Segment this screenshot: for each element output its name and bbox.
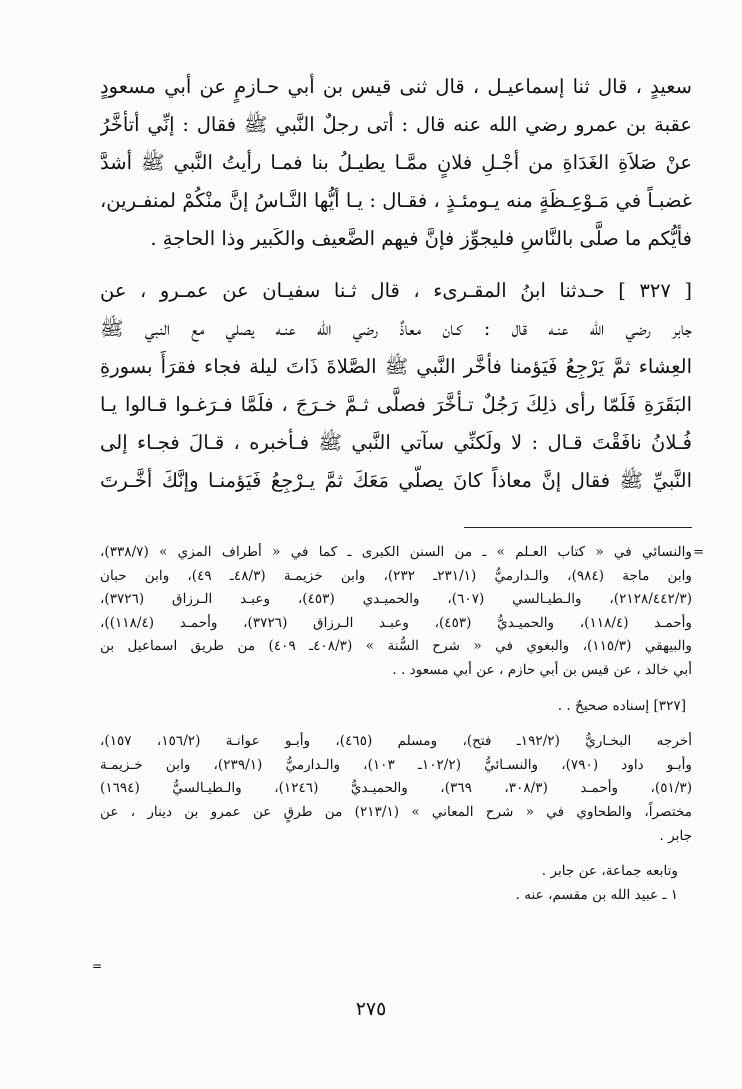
paragraph-gap (100, 848, 692, 860)
footnote-item-1: ١ ـ عبيد الله بن مقسم، عنه . (515, 886, 678, 903)
main-text (100, 68, 692, 500)
text-line: عقبة بن عمرو رضي الله عنه قال : أتى رجلٌ النَّبي ﷺ فقال : إنِّي أتأخَّرُ (100, 113, 692, 136)
text-line: غضبـاً في مَـوْعِـظَةٍ منه يـومئـذٍ ، فقـال : يـا أيُّها النَّـاسُ إنَّ منْكُمْ لمنفـرين، (100, 189, 692, 212)
text-line: البَقَرَةِ فَلَمّا رأى ذلِكَ رَجُلٌ تـأخَّرَ فصلَّى ثـمَّ خـرَجَ ، فلَمَّا فـرَغـوا قـالوا يـا (100, 393, 692, 416)
footnote-heading-327: [٣٢٧] إسناده صحيحٌ . . (557, 697, 686, 714)
continuation-mark-bottom: = (92, 959, 103, 973)
continuation-mark: = (693, 545, 704, 560)
footnote-line: (٢١٢٨/٤٤٢/٣)، والـطيـالسي (٦٠٧)، والحميـدي (٤٥٣)، وعبـد الـرزاق (٣٧٢٦)، (100, 591, 692, 608)
footnote-line: أخرجه البخـاريُّ (١٩٢/٢ـ فتح)، ومسلم (٤٦٥)، وأبـو عوانـة (١٥٦/٢، ١٥٧)، (100, 733, 692, 750)
footnote-continued (100, 541, 704, 683)
footnote-line: (٥١/٣)، وأحمـد (٣٠٨/٣، ٣٦٩)، والحميـديُّ (١٢٤٦)، والـطيـالسيُّ (١٦٩٤) (100, 780, 692, 797)
paragraph-gap (100, 258, 692, 272)
page-number: ٢٧٥ (355, 998, 387, 1020)
footnote-separator (464, 527, 692, 528)
text-line: النَّبيِّ ﷺ فقال إنَّ معاذاً كانَ يصلّي مَعَكَ ثمَّ يـرْجِعُ فَيَؤمنـا وإنَّكَ أخَّـرتَ (100, 469, 692, 492)
footnote-line: وأبـو داود (٧٩٠)، والنسـائيُّ (١٠٢/٢ـ ١٠٣)، والـدارميُّ (٢٣٩/١)، وابن خـزيمـة (100, 756, 692, 773)
text-line: فُـلانُ نافَقْتَ قـال : لا ولَكنِّي سآتي النَّبي ﷺ فـأخبره ، قـالَ فجـاء إلى (100, 431, 692, 454)
text-line: سعيدٍ ، قال ثنا إسماعيـل ، قال ثنى قيس بن أبي حـازمٍ عن أبي مسعودٍ (100, 75, 692, 98)
footnote-line: والنسائي في « كتاب العـلم » ـ من السنن الكبرى ـ كما في « أطراف المزي » (٣٣٨/٧)، (100, 544, 692, 560)
footnote-line: جابر . (659, 827, 692, 844)
hadith-327-start: [ ٣٢٧ ] حـدثنا ابنُ المقـرىء ، قال ثـنا سفيـان عن عمـرو ، عن (100, 279, 692, 302)
footnotes (100, 541, 704, 907)
text-line: فأيُّكم ما صلَّى بالنَّاسِ فليجوِّز فإنَّ فيهم الضَّعيف والكَبير وذا الحاجةِ . (150, 227, 692, 250)
footnote-line: والبيهقي (١١٥/٣)، والبغوي في « شرح السُّنة » (٤٠٨/٣ـ ٤٠٩) من طريق اسماعيل بن (100, 638, 692, 655)
footnote-line: وابن ماجة (٩٨٤)، والـدارميُّ (٢٣١/١ـ ٢٣٢)، وابن خزيمـة (٤٨/٣ـ ٤٩)، وابن حبان (100, 567, 692, 584)
footnote-followup: وتابعه جماعة، عن جابر . (541, 863, 678, 880)
paragraph-gap (100, 683, 692, 695)
footnote-line: وأحمـد (١١٨/٤)، والحميـديُّ (٤٥٣)، وعبـد الـرزاق (٣٧٢٦)، وأحمـد (١١٨/٤))، (100, 614, 692, 631)
text-line: عنْ صَلاَةِ الغَدَاةِ من أجْـلِ فلانٍ ممَّـا يطيـلُ بنا فمـا رأيتُ النَّبي ﷺ أشدَّ (100, 151, 692, 174)
text-line: جابر رضي الله عنـه قال : كـان معاذٌ رضي الله عنـه يصلي مع النبي ﷺ (100, 317, 692, 340)
footnote-line: أبي خالد ، عن قيس بن أبي حازم ، عن أبي مسعود . . (392, 661, 692, 678)
footnote-line: مختصراً، والطحاوي في « شرح المعاني » (٢١٣/١) من طرقٍ عن عمرو بن دينار ، عن (100, 803, 692, 820)
text-line: العِشاء ثمَّ يَرْجِعُ فَيَؤمنا فأخَّر النَّبي ﷺ الصَّلاةَ ذَاتَ ليلة فجاء فقرَأَ بسورةِ (100, 355, 692, 378)
paragraph-gap (100, 718, 692, 730)
